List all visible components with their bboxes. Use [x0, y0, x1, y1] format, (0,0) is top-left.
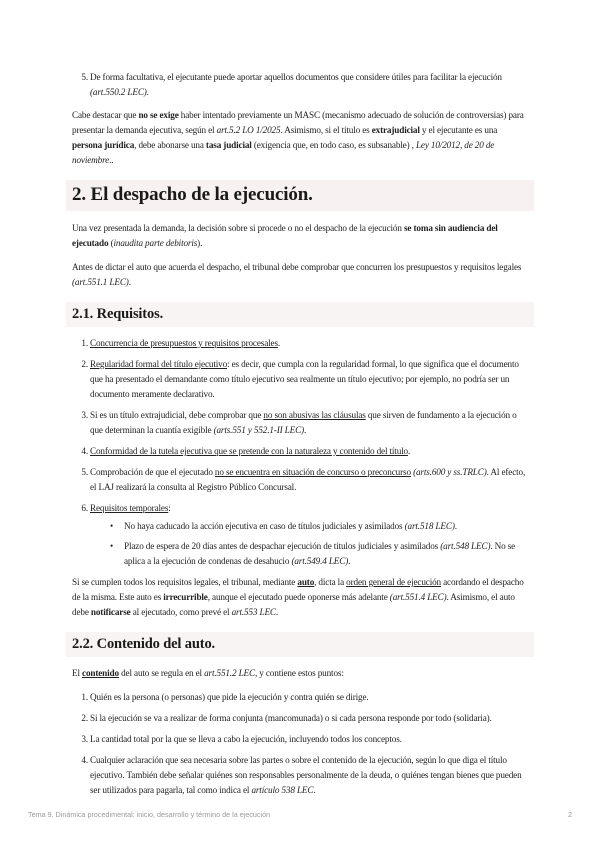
- text: .: [348, 556, 351, 566]
- list-item: [81, 690, 528, 705]
- paragraph-despacho: [72, 221, 528, 251]
- text: .: [408, 446, 411, 456]
- legal-ref: (art.551.1 LEC): [72, 277, 129, 287]
- footer-title: Tema 9. Dinámica procedimental: inicio, desarrollo y término de la ejecución: [28, 810, 271, 819]
- list-number: 1.: [81, 692, 88, 702]
- text: . Asimismo, el auto debe: [72, 592, 515, 617]
- list-number: 5.: [81, 72, 88, 82]
- bold-text: notificarse: [90, 607, 131, 617]
- list-number: 4.: [81, 755, 88, 765]
- legal-ref: (art.551.4 LEC): [389, 592, 447, 602]
- text: . Al efecto, el LAJ realizará la consulta al Registro Público Concursal.: [90, 467, 526, 492]
- text: acordando el despacho de la misma. Este auto es: [72, 577, 524, 602]
- text: (exigencia que, en todo caso, es subsanable) ,: [251, 140, 416, 150]
- temporal-requirements-list: [90, 519, 528, 569]
- text: Quién es la persona (o personas) que pide la ejecución y contra quién se dirige.: [90, 692, 369, 702]
- bold-underlined-text: contenido: [82, 668, 119, 678]
- bullet-icon: •: [110, 541, 114, 551]
- text: Comprobación de que el ejecutado: [90, 467, 215, 477]
- list-item: [81, 753, 528, 798]
- list-number: 6.: [81, 503, 88, 513]
- text: .: [313, 785, 316, 795]
- paragraph-masc: [72, 108, 528, 168]
- underlined-text: Requisitos temporales: [90, 503, 169, 513]
- requisitos-list: [72, 336, 528, 569]
- text: Antes de dictar el auto que acuerda el despacho, el tribunal debe comprobar que concurren los presupuestos y requisitos legales: [72, 262, 522, 272]
- text: al ejecutado, como prevé el: [130, 607, 232, 617]
- legal-ref: (art.518 LEC): [404, 521, 455, 531]
- text: .: [454, 521, 457, 531]
- page-content: [72, 70, 528, 804]
- underlined-text: no se encuentra en situación de concurso o preconcurso: [214, 467, 411, 477]
- legal-ref: (arts.551 y 552.1-II LEC): [213, 425, 304, 435]
- underlined-text: no son abusivas las cláusulas: [263, 410, 366, 420]
- bullet-item: [110, 539, 528, 569]
- text: .: [128, 277, 131, 287]
- list-text: De forma facultativa, el ejecutante puede aportar aquellos documentos que considere útiles para facilitar la ejecución: [90, 72, 502, 82]
- italic-text: inaudita parte debitoris: [113, 238, 198, 248]
- text: El: [72, 668, 83, 678]
- legal-ref: artículo 538 LEC: [251, 785, 314, 795]
- text: .: [277, 338, 281, 348]
- list-number: 3.: [81, 410, 88, 420]
- text: , aunque el ejecutado puede oponerse más adelante: [207, 592, 390, 602]
- text: Cualquier aclaración que sea necesaria sobre las partes o sobre el contenido de la ejecución, según lo que diga el título ejecutivo. También debe señalar quiénes son responsables personalmente de la deuda, o quiénes tengan bienes que pueden ser utilizados para pagarla, tal como indica el: [90, 755, 522, 795]
- section-heading-2-2: 2.2. Contenido del auto.: [66, 632, 534, 657]
- bold-underlined-text: auto: [297, 577, 315, 587]
- list-item: [81, 732, 528, 747]
- legal-ref: art.551.2 LEC,: [204, 668, 258, 678]
- list-item: [81, 444, 528, 459]
- list-item: [81, 336, 528, 351]
- bullet-icon: •: [110, 521, 114, 531]
- legal-ref: art.553 LEC: [231, 607, 276, 617]
- list-item: [81, 70, 528, 100]
- text: , debe abonarse una: [134, 140, 206, 150]
- text: (: [108, 238, 114, 248]
- bullet-item: [110, 519, 528, 534]
- contenido-list: [72, 690, 528, 798]
- list-number: 2.: [81, 713, 88, 723]
- underlined-text: Regularidad formal del título ejecutivo: [90, 359, 228, 369]
- list-number: 5.: [81, 467, 88, 477]
- list-number: 4.: [81, 446, 88, 456]
- bold-text: se toma sin audiencia del ejecutado: [72, 223, 498, 248]
- text: .: [304, 425, 307, 435]
- text: . Asimismo, si el título es: [280, 125, 372, 135]
- text: Una vez presentada la demanda, la decisión sobre si procede o no el despacho de la ejecución: [72, 223, 404, 233]
- text: . No se aplica a la ejecución de condenas de desahucio: [124, 541, 516, 566]
- text: y contiene estos puntos:: [257, 668, 344, 678]
- text: del auto se regula en el: [118, 668, 205, 678]
- intro-list: [72, 70, 528, 100]
- text: , dicta la: [314, 577, 347, 587]
- text: Cabe destacar que: [72, 110, 139, 120]
- text: La cantidad total por la que se lleva a cabo la ejecución, incluyendo todos los conceptos.: [90, 734, 402, 744]
- text: Si es un título extrajudicial, debe comprobar que: [90, 410, 264, 420]
- section-heading-2-1: 2.1. Requisitos.: [66, 302, 534, 327]
- legal-ref: (art.549.4 LEC): [291, 556, 349, 566]
- list-number: 3.: [81, 734, 88, 744]
- text: ..: [109, 155, 114, 165]
- bold-text: irrecurrible: [163, 592, 208, 602]
- text: Plazo de espera de 20 días antes de despachar ejecución de títulos judiciales y asimilados: [124, 541, 441, 551]
- text: Si se cumplen todos los requisitos legales, el tribunal, mediante: [72, 577, 298, 587]
- legal-ref: (arts.600 y ss.TRLC): [413, 467, 487, 477]
- underlined-text: Concurrencia de presupuestos y requisitos procesales: [90, 338, 278, 348]
- page-footer: [28, 810, 572, 819]
- paragraph-requisitos-intro: [72, 260, 528, 290]
- bold-text: tasa judicial: [205, 140, 252, 150]
- list-item: [81, 408, 528, 438]
- bold-text: no se exige: [138, 110, 179, 120]
- paragraph-contenido-intro: [72, 666, 528, 681]
- legal-ref: art.5.2 LO 1/2025: [216, 125, 281, 135]
- text: :: [168, 503, 171, 513]
- legal-ref: Ley 10/2012, de 20 de noviembre: [72, 140, 495, 165]
- text: Si la ejecución se va a realizar de forma conjunta (mancomunada) o si cada persona responde por todo (solidaria).: [90, 713, 492, 723]
- text: No haya caducado la acción ejecutiva en caso de títulos judiciales y asimilados: [124, 521, 405, 531]
- bold-text: persona jurídica: [72, 140, 135, 150]
- paragraph-auto: [72, 575, 528, 620]
- underlined-text: orden general de ejecución: [346, 577, 441, 587]
- list-item: [81, 711, 528, 726]
- underlined-text: Conformidad de la tutela ejecutiva que se pretende con la naturaleza y contenido del título: [90, 446, 408, 456]
- page-number: 2: [568, 810, 572, 819]
- list-item: [81, 465, 528, 495]
- bold-text: extrajudicial: [371, 125, 420, 135]
- legal-ref: (art.550.2 LEC).: [90, 87, 149, 97]
- list-number: 2.: [81, 359, 88, 369]
- text: haber intentado previamente un MASC (mecanismo adecuado de solución de controversias) para presentar la demanda ejecutiva, según el: [72, 110, 524, 135]
- list-item: [81, 501, 528, 569]
- text: y el ejecutante es una: [419, 125, 498, 135]
- text: ).: [197, 238, 203, 248]
- text: que sirven de fundamento a la ejecución o que determinan la cuantía exigible: [90, 410, 517, 435]
- list-number: 1.: [81, 338, 88, 348]
- text: : es decir, que cumpla con la regularidad formal, lo que significa que el documento que ha presentado el demandante como título ejecutivo sea realmente un título ejecutivo; por ejemplo, no podría ser un documento meramente declarativo.: [90, 359, 519, 399]
- section-heading-2: 2. El despacho de la ejecución.: [66, 180, 534, 211]
- text: .: [275, 607, 279, 617]
- list-item: [81, 357, 528, 402]
- legal-ref: (art.548 LEC): [440, 541, 491, 551]
